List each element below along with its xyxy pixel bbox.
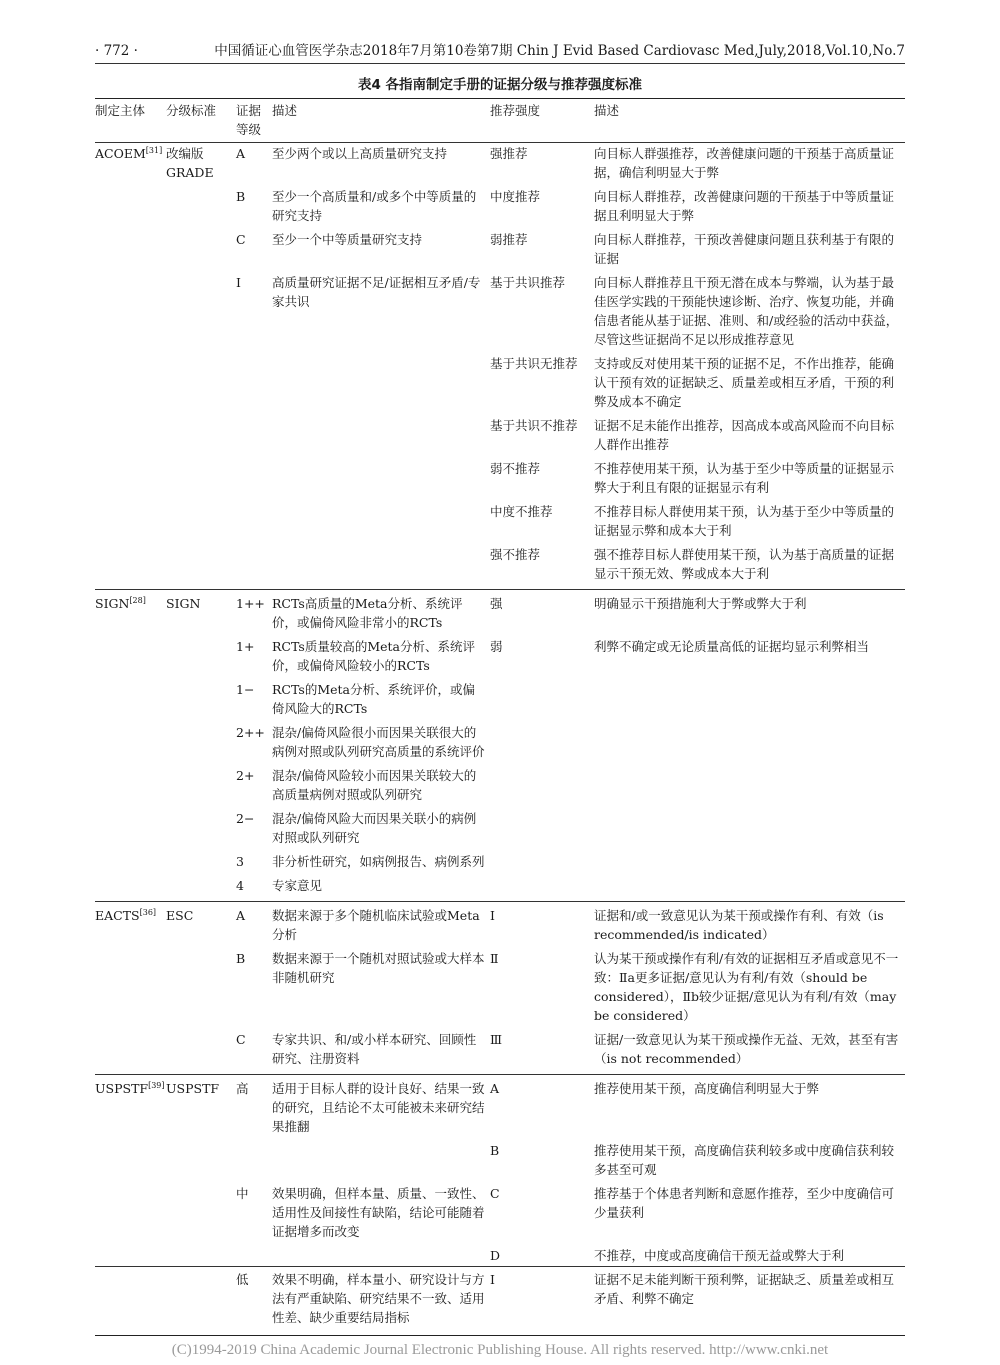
reference-superscript: [31] (145, 145, 163, 155)
cell-level (236, 544, 272, 590)
cell-standard (166, 415, 236, 458)
cell-level: C (236, 1029, 272, 1075)
cell-level: I (236, 275, 241, 290)
cell-recommendation: Ⅰ (490, 908, 495, 923)
table-row (95, 1075, 905, 1141)
cell-level: C (236, 232, 246, 247)
cell-recommendation: I (490, 1269, 594, 1336)
cell-rec-description: 证据/一致意见认为某干预或操作无益、无效，甚至有害（is not recommended） (594, 1029, 905, 1075)
cell-rec-description: 强不推荐目标人群使用某干预，认为基于高质量的证据显示干预无效、弊或成本大于利 (594, 544, 905, 590)
cell-description: RCTs的Meta分析、系统评价，或偏倚风险大的RCTs (272, 682, 475, 716)
cell-description: 数据来源于多个随机临床试验或Meta分析 (272, 908, 480, 942)
cell-recommendation: 弱推荐 (490, 232, 528, 247)
cell-level: 2− (236, 811, 255, 826)
col-header-body: 制定主体 (95, 99, 166, 143)
cell-recommendation (490, 851, 594, 875)
cell-description (272, 458, 490, 501)
cell-standard (166, 1269, 236, 1336)
cell-standard: ESC (166, 908, 194, 923)
cell-description (272, 544, 490, 590)
cell-rec-description (594, 851, 905, 875)
table-row (95, 765, 905, 808)
cell-rec-description: 推荐基于个体患者判断和意愿作推荐，至少中度确信可少量获利 (594, 1186, 895, 1220)
cell-level (236, 501, 272, 544)
cell-recommendation (490, 765, 594, 808)
cell-body (95, 948, 166, 1029)
table-row (95, 415, 905, 458)
cell-body (95, 636, 166, 679)
header-rule (95, 63, 905, 64)
cell-description: 非分析性研究，如病例报告、病例系列 (272, 854, 485, 869)
cell-description (272, 1140, 490, 1183)
cell-level: B (236, 951, 246, 966)
cell-recommendation: D (490, 1248, 501, 1263)
cell-recommendation: 基于共识不推荐 (490, 418, 578, 433)
cell-recommendation: 基于共识推荐 (490, 275, 566, 290)
cell-body (95, 1269, 166, 1336)
cell-level: 2+ (236, 768, 255, 783)
bottom-rule (95, 1266, 905, 1267)
cell-description: 适用于目标人群的设计良好、结果一致的研究，且结论不太可能被未来研究结果推翻 (272, 1081, 485, 1134)
cell-standard: SIGN (166, 596, 201, 611)
table-row (95, 590, 905, 637)
cell-rec-description: 利弊不确定或无论质量高低的证据均显示利弊相当 (594, 639, 870, 654)
cell-recommendation: 中度不推荐 (490, 504, 553, 519)
running-header (95, 42, 905, 60)
cell-level (236, 1140, 272, 1183)
cell-rec-description: 不推荐使用某干预，认为基于至少中等质量的证据显示弊大于利且有限的证据显示有利 (594, 461, 895, 495)
cell-standard (166, 679, 236, 722)
cell-description: 混杂/偏倚风险很小而因果关联很大的病例对照或队列研究高质量的系统评价 (272, 725, 485, 759)
cell-rec-description: 不推荐，中度或高度确信干预无益或弊大于利 (594, 1248, 845, 1263)
table-row (95, 272, 905, 353)
cell-level: A (236, 146, 246, 161)
cell-body (95, 186, 166, 229)
cell-standard (166, 948, 236, 1029)
cell-recommendation: 基于共识无推荐 (490, 356, 578, 371)
table-row (95, 875, 905, 902)
cell-level (236, 353, 272, 415)
cell-recommendation: 强推荐 (490, 146, 528, 161)
table-row (95, 1140, 905, 1183)
cell-recommendation: 强 (490, 596, 503, 611)
cell-body (95, 875, 166, 902)
table-row (95, 1183, 905, 1245)
cell-body: ACOEM[31] (95, 145, 163, 161)
cell-standard (166, 1183, 236, 1245)
cell-standard (166, 765, 236, 808)
cell-description: 专家共识、和/或小样本研究、回顾性研究、注册资料 (272, 1029, 490, 1075)
col-header-recommendation: 推荐强度 (490, 99, 594, 143)
cell-body (95, 1029, 166, 1075)
cell-rec-description: 向目标人群推荐，改善健康问题的干预基于中等质量证据且利明显大于弊 (594, 189, 895, 223)
evidence-grading-table (95, 98, 905, 1336)
cell-standard (166, 272, 236, 353)
cell-body (95, 722, 166, 765)
table-row (95, 948, 905, 1029)
cell-description: 至少一个中等质量研究支持 (272, 232, 423, 247)
cell-standard (166, 229, 236, 272)
table-row (95, 143, 905, 187)
cell-recommendation: 弱不推荐 (490, 461, 541, 476)
cell-body: EACTS[36] (95, 907, 157, 923)
cell-standard (166, 544, 236, 590)
cell-body (95, 353, 166, 415)
cell-rec-description (594, 875, 905, 902)
cell-body (95, 501, 166, 544)
cell-standard (166, 458, 236, 501)
cell-body (95, 851, 166, 875)
cell-recommendation (490, 679, 594, 722)
cell-rec-description: 证据不足未能判断干预利弊，证据缺乏、质量差或相互矛盾、利弊不确定 (594, 1269, 905, 1336)
cell-level: 3 (236, 854, 244, 869)
cell-rec-description: 不推荐目标人群使用某干预，认为基于至少中等质量的证据显示弊和成本大于利 (594, 504, 895, 538)
cell-recommendation (490, 722, 594, 765)
cell-description: 高质量研究证据不足/证据相互矛盾/专家共识 (272, 275, 481, 309)
cell-body (95, 272, 166, 353)
cell-description: 混杂/偏倚风险大而因果关联小的病例对照或队列研究 (272, 811, 477, 845)
cell-rec-description: 证据和/或一致意见认为某干预或操作有利、有效（is recommended/is indicated） (594, 908, 884, 942)
cell-body (95, 458, 166, 501)
cell-description: 数据来源于一个随机对照试验或大样本非随机研究 (272, 951, 485, 985)
cell-recommendation: Ⅲ (490, 1029, 594, 1075)
cell-description: 效果明确，但样本量、质量、一致性、适用性及间接性有缺陷，结论可能随着证据增多而改变 (272, 1186, 485, 1239)
cell-recommendation: A (490, 1081, 500, 1096)
cell-body (95, 808, 166, 851)
table-row (95, 1029, 905, 1075)
cell-recommendation: C (490, 1186, 500, 1201)
table-row (95, 458, 905, 501)
cell-body (95, 229, 166, 272)
cell-description: 效果不明确，样本量小、研究设计与方法有严重缺陷、研究结果不一致、适用性差、缺少重要结局指标 (272, 1269, 490, 1336)
cell-recommendation: 弱 (490, 639, 503, 654)
cell-standard (166, 353, 236, 415)
cell-body (95, 765, 166, 808)
cell-body (95, 679, 166, 722)
cell-rec-description: 推荐使用某干预，高度确信利明显大于弊 (594, 1081, 820, 1096)
reference-superscript: [39] (148, 1080, 165, 1090)
cell-standard (166, 875, 236, 902)
reference-superscript: [36] (139, 907, 157, 917)
table-row (95, 851, 905, 875)
cell-description: 至少两个或以上高质量研究支持 (272, 146, 448, 161)
cell-standard (166, 636, 236, 679)
cell-standard (166, 501, 236, 544)
cell-recommendation (490, 875, 594, 902)
cell-level: 高 (236, 1081, 249, 1096)
cell-description: 至少一个高质量和/或多个中等质量的研究支持 (272, 189, 477, 223)
copyright-footer: (C)1994-2019 China Academic Journal Electronic Publishing House. All rights reserved. http://www.cnki.net (171, 1342, 829, 1358)
col-header-level: 证据等级 (236, 99, 272, 143)
col-header-rec-description: 描述 (594, 99, 905, 143)
cell-standard (166, 722, 236, 765)
cell-rec-description: 向目标人群推荐且干预无潜在成本与弊端，认为基于最佳医学实践的干预能快速诊断、治疗、恢复功能，并确信患者能从基于证据、准则、和/或经验的活动中获益，尽管这些证据尚不足以形成推荐意见 (594, 275, 899, 347)
cell-standard (166, 851, 236, 875)
cell-level: 1++ (236, 596, 265, 611)
table-row (95, 1269, 905, 1336)
cell-rec-description: 明确显示干预措施利大于弊或弊大于利 (594, 596, 807, 611)
cell-rec-description: 支持或反对使用某干预的证据不足，不作出推荐，能确认干预有效的证据缺乏、质量差或相互矛盾，干预的利弊及成本不确定 (594, 356, 895, 409)
cell-rec-description (594, 722, 905, 765)
table-row (95, 902, 905, 949)
cell-level: 2++ (236, 725, 265, 740)
cell-standard (166, 808, 236, 851)
cell-description: RCTs高质量的Meta分析、系统评价，或偏倚风险非常小的RCTs (272, 596, 463, 630)
cell-standard: 改编版GRADE (166, 146, 214, 180)
cell-rec-description (594, 765, 905, 808)
cell-recommendation: Ⅱ (490, 951, 499, 966)
reference-superscript: [28] (129, 595, 146, 605)
cell-recommendation: 中度推荐 (490, 189, 541, 204)
cell-rec-description (594, 679, 905, 722)
cell-body (95, 544, 166, 590)
cell-level: 中 (236, 1186, 249, 1201)
cell-recommendation: B (490, 1143, 500, 1158)
table-row (95, 722, 905, 765)
table-caption: 表4 各指南制定手册的证据分级与推荐强度标准 (357, 77, 643, 93)
cell-recommendation (490, 808, 594, 851)
col-header-description: 描述 (272, 99, 490, 143)
cell-recommendation: 强不推荐 (490, 544, 594, 590)
cell-body: SIGN[28] (95, 595, 146, 611)
table-header-row (95, 99, 905, 143)
cell-level: A (236, 908, 246, 923)
cell-rec-description: 证据不足未能作出推荐，因高成本或高风险而不向目标人群作出推荐 (594, 418, 895, 452)
table-row (95, 808, 905, 851)
cell-description (272, 501, 490, 544)
cell-description (272, 353, 490, 415)
cell-standard (166, 1140, 236, 1183)
table-row (95, 679, 905, 722)
col-header-standard: 分级标准 (166, 99, 236, 143)
cell-level: 低 (236, 1269, 272, 1336)
cell-body: USPSTF[39] (95, 1080, 165, 1096)
cell-standard: USPSTF (166, 1081, 220, 1096)
cell-level: 1− (236, 682, 255, 697)
cell-body (95, 1140, 166, 1183)
page-number: · 772 · (95, 43, 138, 59)
cell-rec-description: 推荐使用某干预，高度确信获利较多或中度确信获利较多甚至可观 (594, 1143, 895, 1177)
cell-standard (166, 1029, 236, 1075)
cell-description: 专家意见 (272, 875, 490, 902)
cell-level: B (236, 189, 246, 204)
cell-standard (166, 186, 236, 229)
cell-body (95, 1183, 166, 1245)
table-row (95, 636, 905, 679)
cell-rec-description: 向目标人群推荐，干预改善健康问题且获利基于有限的证据 (594, 232, 895, 266)
cell-level: 1+ (236, 639, 255, 654)
cell-rec-description: 向目标人群强推荐，改善健康问题的干预基于高质量证据，确信利明显大于弊 (594, 146, 895, 180)
table-row (95, 353, 905, 415)
cell-level (236, 458, 272, 501)
table-row (95, 501, 905, 544)
cell-level (236, 415, 272, 458)
journal-citation: 中国循证心血管医学杂志2018年7月第10卷第7期 Chin J Evid Based Cardiovasc Med,July,2018,Vol.10,No.7 (214, 43, 905, 59)
cell-rec-description: 认为某干预或操作有利/有效的证据相互矛盾或意见不一致：Ⅱa更多证据/意见认为有利/有效（should be considered），Ⅱb较少证据/意见认为有利/有效（may be considered） (594, 951, 899, 1023)
table-row (95, 186, 905, 229)
cell-rec-description (594, 808, 905, 851)
cell-description: 混杂/偏倚风险较小而因果关联较大的高质量病例对照或队列研究 (272, 768, 477, 802)
cell-level: 4 (236, 875, 272, 902)
table-body (95, 143, 905, 1336)
table-row (95, 544, 905, 590)
cell-description: RCTs质量较高的Meta分析、系统评价，或偏倚风险较小的RCTs (272, 639, 475, 673)
cell-body (95, 415, 166, 458)
table-row (95, 229, 905, 272)
cell-description (272, 415, 490, 458)
